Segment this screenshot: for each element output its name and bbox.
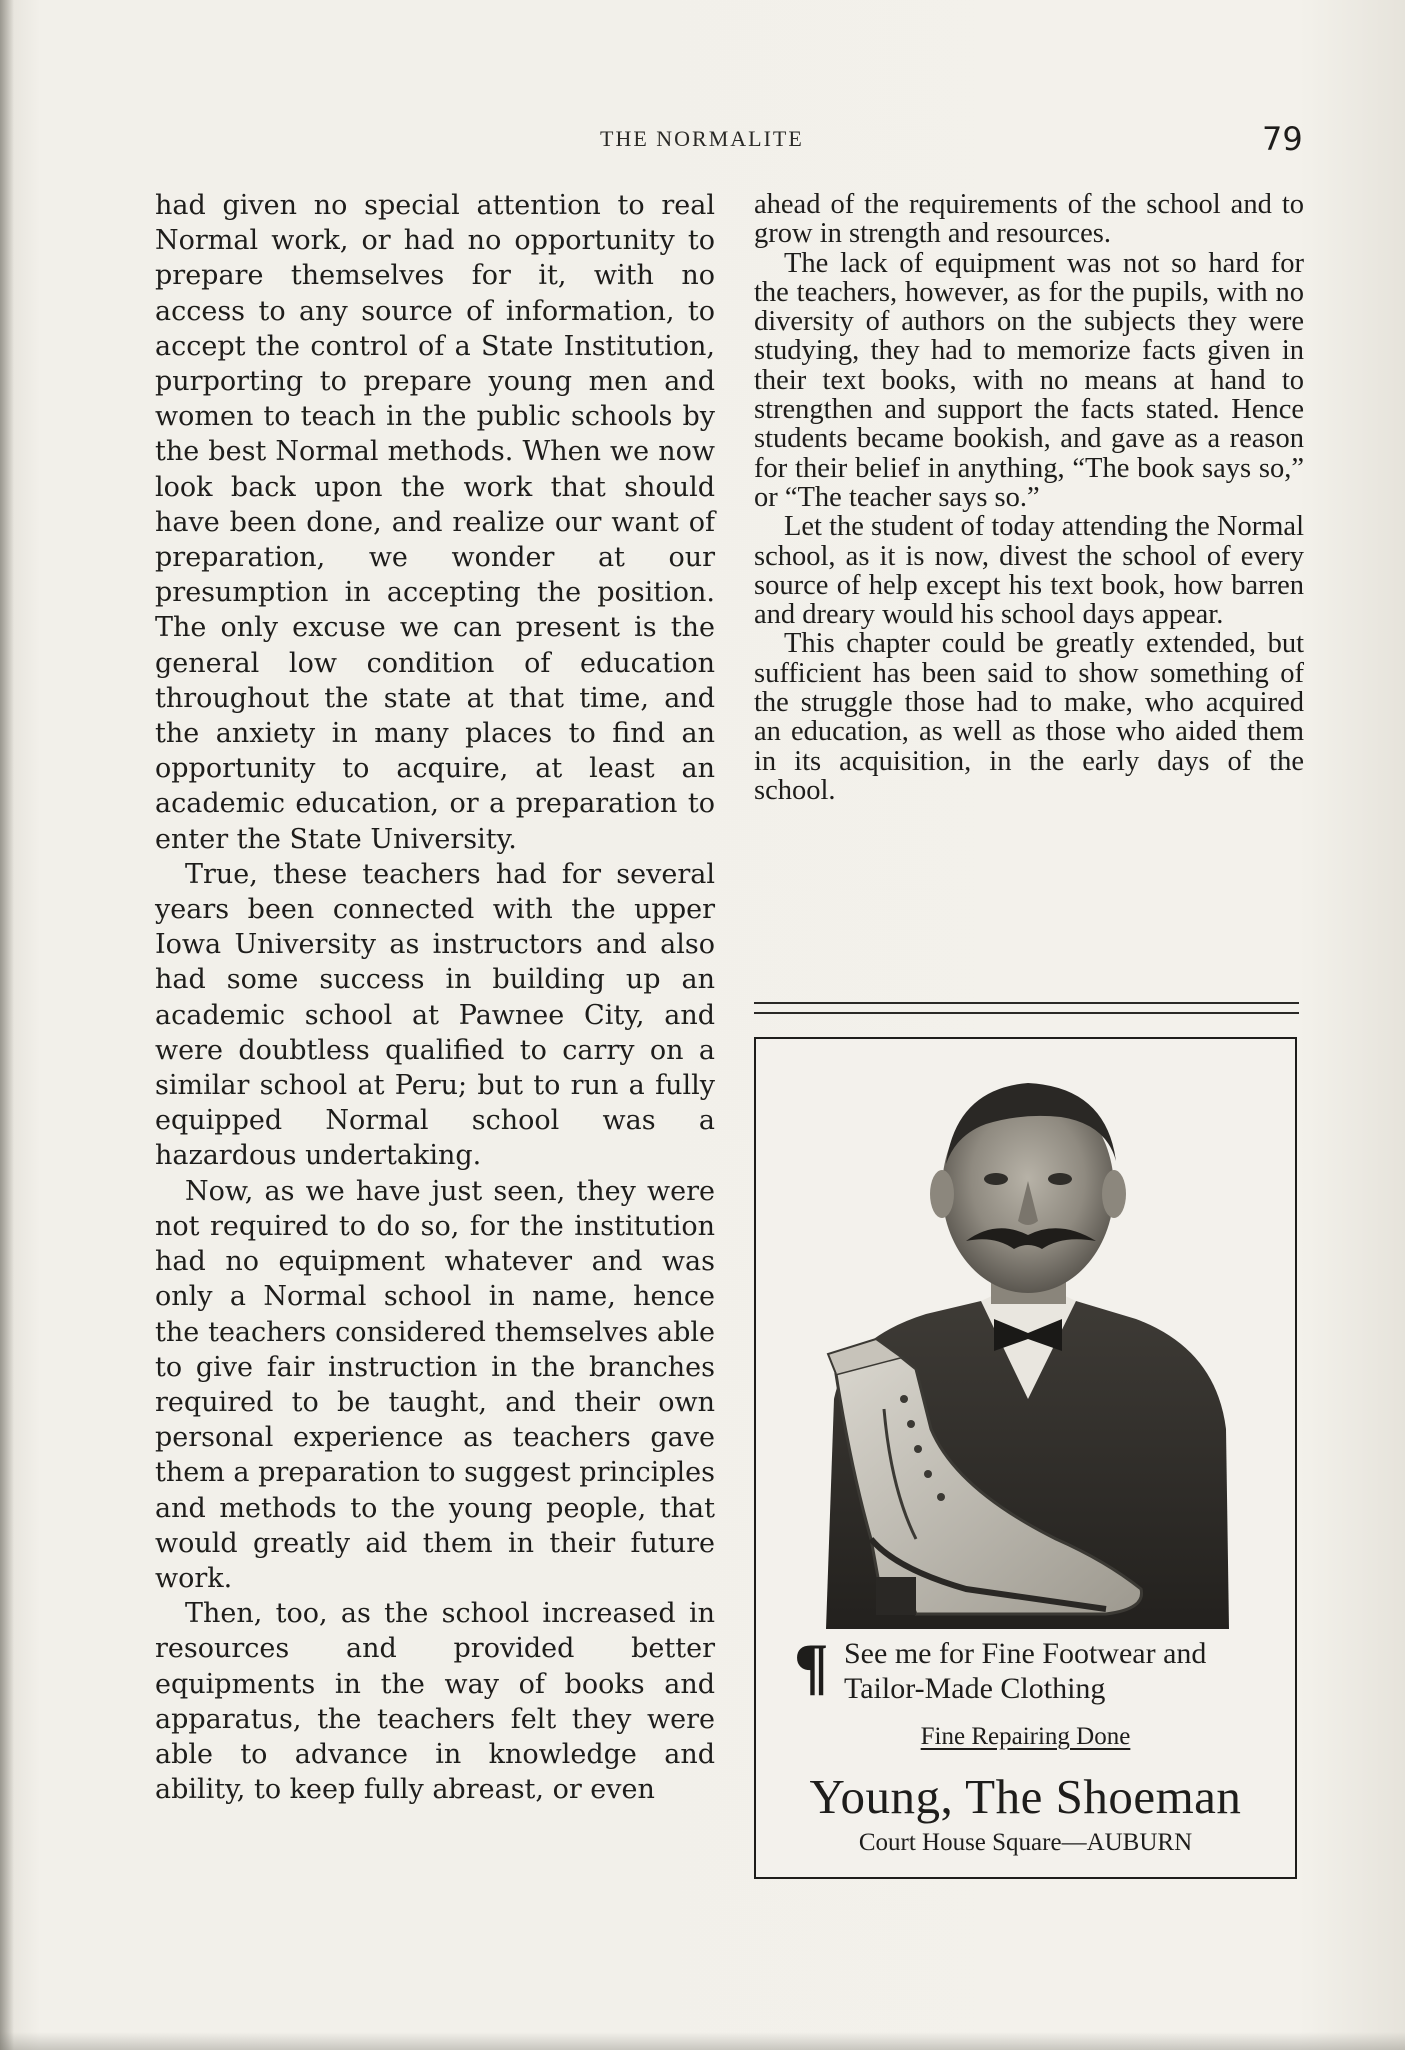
shoemaker-advertisement	[754, 1037, 1297, 1879]
running-head	[0, 120, 1405, 166]
tagline-line-2: Tailor-Made Clothing	[844, 1672, 1106, 1705]
left-paragraph-3: Now, as we have just seen, they were not required to do so, for the institution had no equipment whatever and was only a Normal school in name, hence the teachers considered themselves able to give fair instruction in the branches required to be taught, and their own personal experience as teachers gave them a preparation to suggest principles and methods to the young people, that would greatly aid them in their future work.	[155, 1175, 715, 1594]
pilcrow-mark: ¶	[794, 1630, 829, 1701]
left-paragraph-1: had given no special attention to real Normal work, or had no opportunity to prepare themselves for it, with no access to any source of information, to accept the control of a State Institution, purporting to prepare young men and women to teach in the public schools by the best Normal methods. When we now look back upon the work that should have been done, and realize our want of preparation, we wonder at our presumption in accepting the position. The only excuse we can present is the general low condition of education throughout the state at that time, and the anxiety in many places to find an opportunity to acquire, at least an academic education, or a preparation to enter the State University.	[155, 190, 715, 855]
right-column	[754, 190, 1304, 805]
page-bottom-shadow	[0, 2032, 1405, 2050]
right-paragraph-3: Let the student of today attending the Normal school, as it is now, divest the school of every source of help except his text book, how barren and dreary would his school days appear.	[754, 511, 1304, 631]
double-rule-divider	[754, 1002, 1299, 1014]
right-paragraph-2: The lack of equipment was not so hard for the teachers, however, as for the pupils, with no diversity of authors on the subjects they were studying, they had to memorize facts given in their text books, with no means at hand to strengthen and support the facts stated. Hence students became bookish, and gave as a reason for their belief in anything, “The book says so,” or “The teacher says so.”	[754, 247, 1304, 513]
right-paragraph-4: This chapter could be greatly extended, but sufficient has been said to show something of the struggle those had to make, who acquired an education, as well as those who aided them in its acquisition, in the early days of the school.	[754, 628, 1304, 806]
page-edge-shadow	[0, 0, 14, 2050]
repair-note-row	[756, 1709, 1295, 1751]
page-number: 79	[1262, 120, 1303, 158]
repair-note: Fine Repairing Done	[920, 1723, 1131, 1750]
business-name: Young, The Shoeman	[809, 1769, 1242, 1824]
left-paragraph-4: Then, too, as the school increased in resources and provided better equipments in the way of books and apparatus, the teachers felt they were able to advance in knowledge and ability, to keep fully abreast, or even	[155, 1598, 715, 1806]
business-address: Court House Square—AUBURN	[858, 1829, 1193, 1856]
right-paragraph-1: ahead of the requirements of the school and to grow in strength and resources.	[754, 189, 1304, 250]
tagline-line-1: See me for Fine Footwear and	[844, 1637, 1207, 1670]
left-paragraph-2: True, these teachers had for several years been connected with the upper Iowa University as instructors and also had some success in building up an academic school at Pawnee City, and were doubtless qualified to carry on a similar school at Peru; but to run a fully equipped Normal school was a hazardous undertaking.	[155, 858, 715, 1172]
shoeman-portrait-photo	[806, 1069, 1249, 1634]
advertisement-text	[756, 1630, 1295, 1857]
running-title: THE NORMALITE	[600, 126, 804, 151]
left-column	[155, 188, 715, 1807]
ad-tagline	[756, 1630, 1295, 1709]
